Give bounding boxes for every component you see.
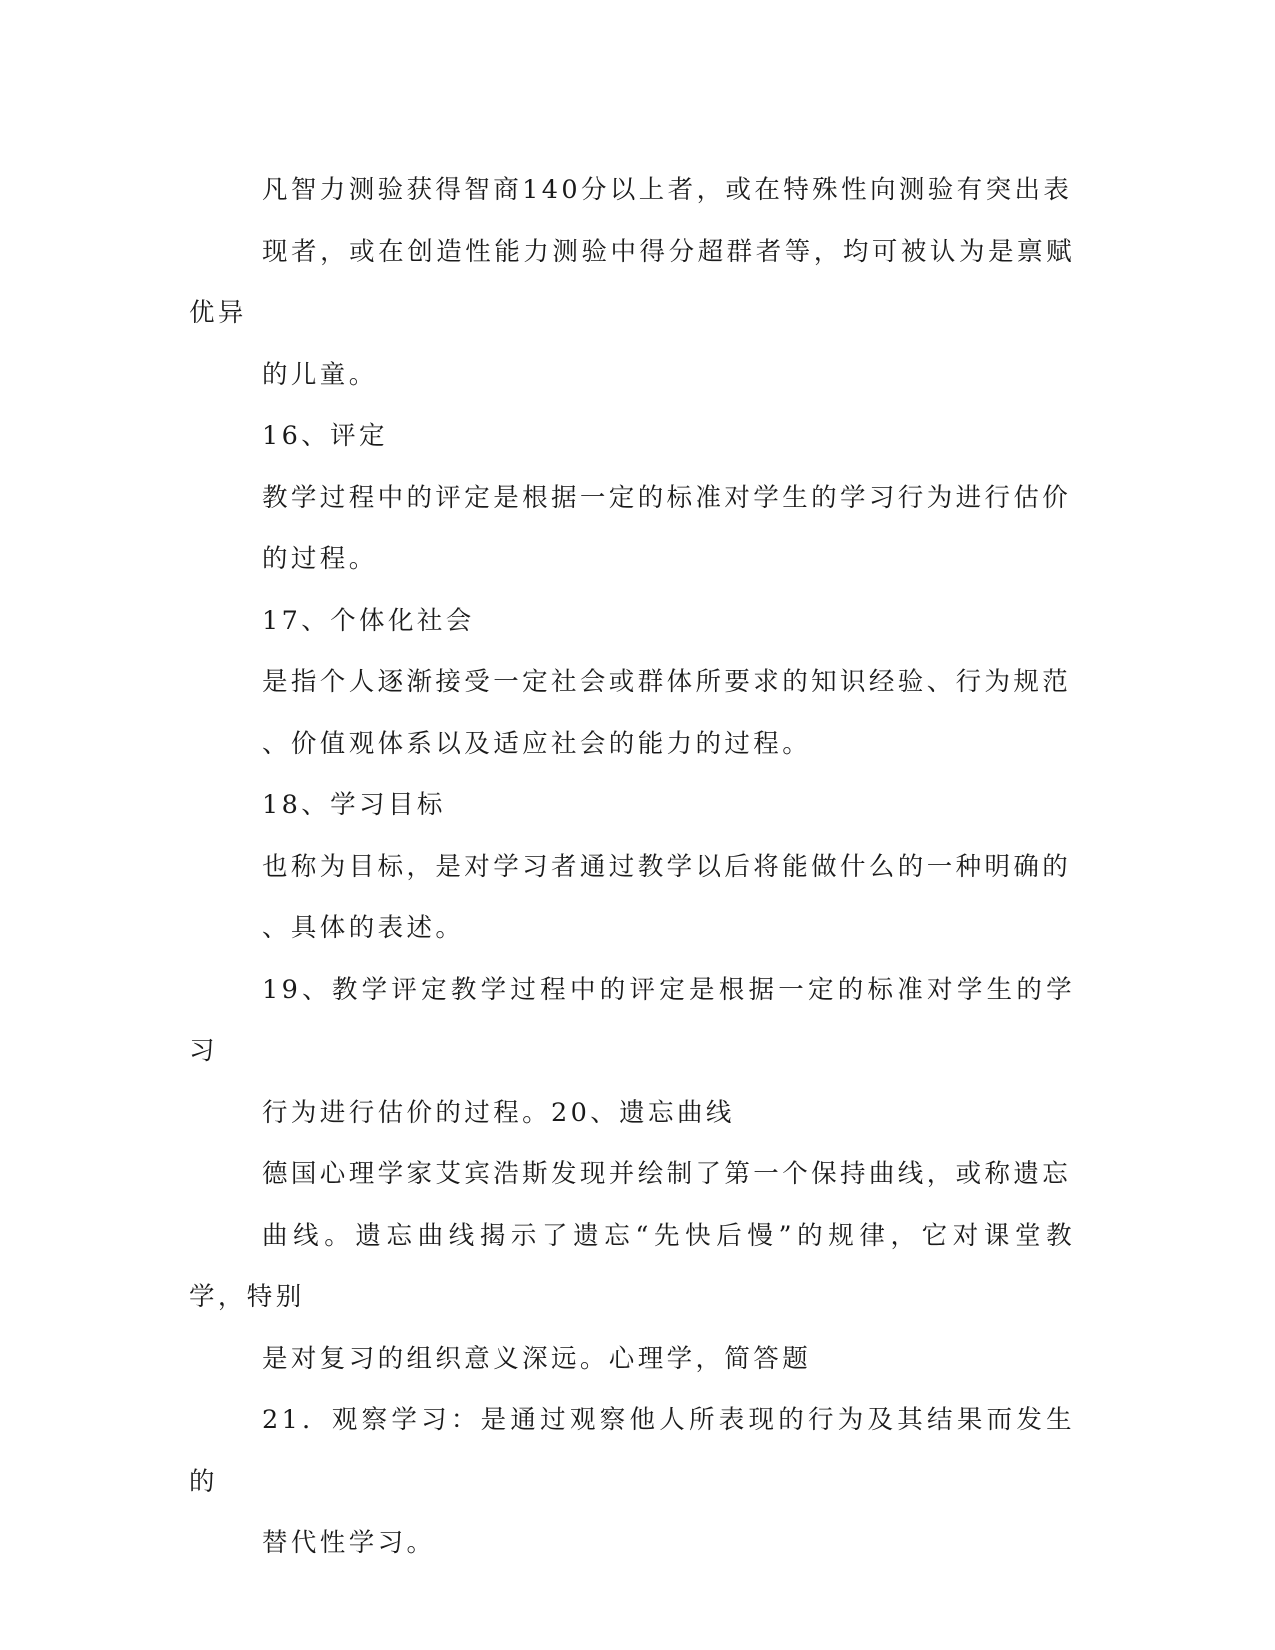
paragraph-21-observational-learning: [189, 1390, 1075, 1575]
text-line: 21．观察学习：是通过观察他人所表现的行为及其结果而发生的: [189, 1405, 1075, 1497]
paragraph-evaluation-definition: [189, 468, 1075, 591]
heading-17-socialization: [189, 591, 1075, 653]
text-line: 、具体的表述。: [262, 913, 465, 943]
text-line: 教学过程中的评定是根据一定的标准对学生的学习行为进行估价: [262, 482, 1072, 513]
heading-18-learning-objective: [189, 775, 1075, 837]
text-line: 现者，或在创造性能力测验中得分超群者等，均可被认为是禀赋优异: [189, 236, 1075, 328]
text-line: 德国心理学家艾宾浩斯发现并绘制了第一个保持曲线，或称遗忘: [262, 1159, 1072, 1189]
text-line: 17、个体化社会: [262, 605, 475, 636]
text-line: 是指个人逐渐接受一定社会或群体所要求的知识经验、行为规范: [262, 667, 1072, 697]
paragraph-gifted-children-definition: [189, 160, 1075, 406]
paragraph-learning-objective-definition: [189, 837, 1075, 960]
text-line: 凡智力测验获得智商140分以上者，或在特殊性向测验有突出表: [262, 175, 1073, 205]
text-line: 18、学习目标: [262, 790, 446, 820]
text-line: 的儿童。: [262, 359, 378, 390]
text-line: 是对复习的组织意义深远。心理学，简答题: [262, 1343, 812, 1374]
heading-16-evaluation: [189, 406, 1075, 468]
text-line: 替代性学习。: [262, 1528, 436, 1558]
text-line: 行为进行估价的过程。20、遗忘曲线: [262, 1097, 735, 1128]
text-line: 也称为目标，是对学习者通过教学以后将能做什么的一种明确的: [262, 851, 1072, 882]
text-line: 曲线。遗忘曲线揭示了遗忘“先快后慢”的规律，它对课堂教学，特别: [189, 1220, 1075, 1312]
document-body: [189, 160, 1075, 1575]
paragraph-19-20-teaching-evaluation-forgetting-curve: [189, 960, 1075, 1145]
text-line: 的过程。: [262, 544, 378, 574]
text-line: 16、评定: [262, 421, 388, 451]
text-line: 、价值观体系以及适应社会的能力的过程。: [262, 728, 812, 759]
text-line: 19、教学评定教学过程中的评定是根据一定的标准对学生的学习: [189, 974, 1075, 1066]
paragraph-socialization-definition: [189, 652, 1075, 775]
paragraph-forgetting-curve-definition: [189, 1144, 1075, 1390]
